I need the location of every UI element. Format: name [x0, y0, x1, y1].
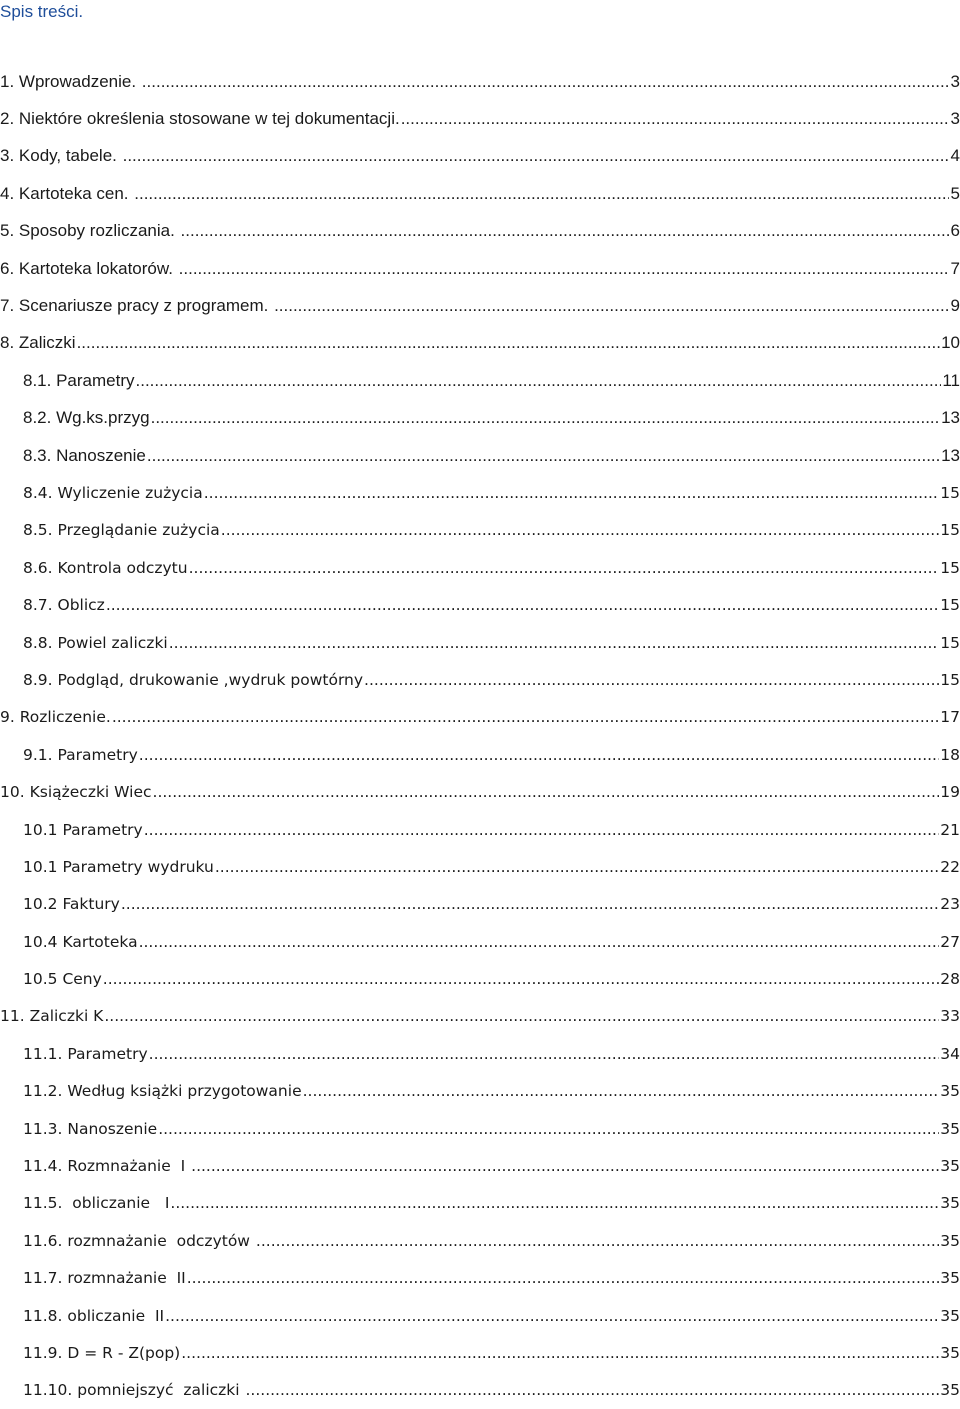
- toc-entry[interactable]: [0, 998, 960, 1035]
- dot-leader: [256, 1229, 939, 1253]
- toc-entry[interactable]: [0, 512, 960, 549]
- dot-leader: [104, 1004, 939, 1028]
- toc-entry[interactable]: [0, 1073, 960, 1110]
- toc-entry[interactable]: [0, 886, 960, 923]
- toc-entry-page-number: 15: [940, 670, 960, 689]
- toc-entry-title: 8.1. Parametry: [23, 370, 135, 390]
- toc-entry[interactable]: [0, 100, 960, 137]
- toc-entry-title: 11.8. obliczanie II: [23, 1306, 165, 1325]
- toc-entry[interactable]: [0, 586, 960, 623]
- toc-entry-page-number: 4: [950, 146, 960, 166]
- toc-entry[interactable]: [0, 1035, 960, 1072]
- toc-entry-page-number: 3: [950, 109, 960, 129]
- toc-entry-title: 11. Zaliczki K: [0, 1007, 104, 1026]
- toc-entry-title: 8.6. Kontrola odczytu: [23, 558, 188, 577]
- toc-entry-page-number: 35: [940, 1231, 960, 1250]
- toc-entry-title: 8.3. Nanoszenie: [23, 445, 146, 465]
- toc-entry-page-number: 15: [940, 633, 960, 652]
- dot-leader: [187, 1266, 940, 1290]
- toc-entry-title: 4. Kartoteka cen.: [0, 183, 134, 203]
- dot-leader: [169, 631, 940, 655]
- toc-entry-page-number: 35: [940, 1082, 960, 1101]
- toc-entry-page-number: 35: [940, 1119, 960, 1138]
- toc-entry-page-number: 35: [940, 1194, 960, 1213]
- toc-entry[interactable]: [0, 213, 960, 250]
- toc-entry-title: 11.6. rozmnażanie odczytów: [23, 1231, 255, 1250]
- toc-entry[interactable]: [0, 848, 960, 885]
- toc-entry-title: 8.2. Wg.ks.przyg: [23, 408, 150, 428]
- dot-leader: [191, 1154, 939, 1178]
- toc-entry[interactable]: [0, 923, 960, 960]
- toc-entry[interactable]: [0, 736, 960, 773]
- toc-entry[interactable]: [0, 661, 960, 698]
- dot-leader: [215, 855, 939, 879]
- toc-entry-title: 11.7. rozmnażanie II: [23, 1269, 186, 1288]
- toc-entry-page-number: 15: [940, 483, 960, 502]
- toc-entry[interactable]: [0, 1260, 960, 1297]
- toc-entry-title: 8.4. Wyliczenie zużycia: [23, 483, 203, 502]
- toc-entry-page-number: 33: [940, 1007, 960, 1026]
- toc-entry-page-number: 9: [950, 296, 960, 316]
- toc-entry-page-number: 19: [940, 783, 960, 802]
- toc-entry-page-number: 13: [941, 408, 960, 428]
- toc-entry[interactable]: [0, 624, 960, 661]
- toc-entry-title: 11.10. pomniejszyć zaliczki: [23, 1381, 245, 1400]
- toc-entry-page-number: 28: [940, 970, 960, 989]
- dot-leader: [77, 331, 941, 355]
- toc-entry-title: 9. Rozliczenie.: [0, 708, 111, 727]
- toc-entry-title: 8. Zaliczki: [0, 333, 76, 353]
- toc-entry-page-number: 35: [940, 1306, 960, 1325]
- toc-entry-title: 8.7. Oblicz: [23, 596, 105, 615]
- toc-entry-title: 10.1 Parametry: [23, 820, 143, 839]
- toc-entry-page-number: 18: [940, 745, 960, 764]
- toc-entry-page-number: 23: [940, 895, 960, 914]
- dot-leader: [149, 1042, 940, 1066]
- toc-entry-page-number: 34: [940, 1044, 960, 1063]
- toc-entry-page-number: 10: [941, 333, 960, 353]
- dot-leader: [121, 892, 939, 916]
- toc-title: Spis treści.: [0, 2, 84, 21]
- dot-leader: [401, 107, 949, 131]
- toc-entry-page-number: 13: [941, 445, 960, 465]
- toc-entry-title: 8.5. Przeglądanie zużycia: [23, 521, 220, 540]
- toc-entry[interactable]: [0, 699, 960, 736]
- dot-leader: [303, 1079, 940, 1103]
- toc-entry-title: 10. Książeczki Wiec: [0, 783, 152, 802]
- dot-leader: [189, 556, 940, 580]
- toc-entry-title: 11.9. D = R - Z(pop): [23, 1343, 181, 1362]
- toc-entry-title: 11.3. Nanoszenie: [23, 1119, 158, 1138]
- dot-leader: [165, 1304, 939, 1328]
- toc-entry[interactable]: [0, 362, 960, 399]
- dot-leader: [179, 257, 949, 281]
- toc-entry[interactable]: [0, 1185, 960, 1222]
- toc-entry-page-number: 11: [942, 370, 960, 390]
- toc-entry[interactable]: [0, 1334, 960, 1371]
- toc-entry[interactable]: [0, 250, 960, 287]
- toc-entry-page-number: 15: [940, 521, 960, 540]
- dot-leader: [147, 444, 940, 468]
- toc-entry-page-number: 6: [950, 221, 960, 241]
- toc-entry-page-number: 21: [940, 820, 960, 839]
- toc-entry[interactable]: [0, 400, 960, 437]
- toc-entry[interactable]: [0, 773, 960, 810]
- toc-entry[interactable]: [0, 549, 960, 586]
- toc-entry-title: 9.1. Parametry: [23, 745, 138, 764]
- dot-leader: [181, 219, 949, 243]
- toc-entry-page-number: 35: [940, 1269, 960, 1288]
- dot-leader: [204, 481, 940, 505]
- toc-entry-title: 11.4. Rozmnażanie I: [23, 1157, 191, 1176]
- dot-leader: [181, 1341, 939, 1365]
- toc-entry-title: 10.2 Faktury: [23, 895, 120, 914]
- toc-entry[interactable]: [0, 474, 960, 511]
- toc-entry-title: 11.5. obliczanie I: [23, 1194, 170, 1213]
- toc-entry-page-number: 15: [940, 558, 960, 577]
- toc-entry-page-number: 35: [940, 1157, 960, 1176]
- dot-leader: [134, 182, 949, 206]
- toc-entry-page-number: 7: [950, 258, 960, 278]
- toc-entry[interactable]: [0, 138, 960, 175]
- dot-leader: [106, 593, 939, 617]
- toc-entry-title: 8.8. Powiel zaliczki: [23, 633, 168, 652]
- toc-entry-title: 8.9. Podgląd, drukowanie ,wydruk powtórny: [23, 670, 364, 689]
- dot-leader: [364, 668, 939, 692]
- toc-entry-title: 1. Wprowadzenie.: [0, 71, 141, 91]
- toc-entry-title: 7. Scenariusze pracy z programem.: [0, 296, 274, 316]
- toc-entry[interactable]: [0, 325, 960, 362]
- toc-entry-page-number: 35: [940, 1343, 960, 1362]
- toc-entry-title: 5. Sposoby rozliczania.: [0, 221, 180, 241]
- dot-leader: [151, 406, 940, 430]
- toc-entry-page-number: 27: [940, 932, 960, 951]
- toc-entry-title: 11.2. Według książki przygotowanie: [23, 1082, 302, 1101]
- toc-entry-title: 10.1 Parametry wydruku: [23, 857, 214, 876]
- toc-entry-title: 11.1. Parametry: [23, 1044, 148, 1063]
- toc-entry[interactable]: [0, 1372, 960, 1409]
- dot-leader: [246, 1378, 940, 1402]
- dot-leader: [170, 1191, 939, 1215]
- dot-leader: [144, 818, 940, 842]
- toc-entry[interactable]: [0, 1110, 960, 1147]
- dot-leader: [153, 780, 940, 804]
- toc-entry[interactable]: [0, 1147, 960, 1184]
- dot-leader: [142, 70, 949, 94]
- toc-entry-page-number: 22: [940, 857, 960, 876]
- toc-entry-title: 10.4 Kartoteka: [23, 932, 138, 951]
- dot-leader: [139, 743, 939, 767]
- toc-entry-title: 3. Kody, tabele.: [0, 146, 122, 166]
- dot-leader: [123, 144, 949, 168]
- toc-entry[interactable]: [0, 175, 960, 212]
- dot-leader: [221, 518, 939, 542]
- toc-entry[interactable]: [0, 437, 960, 474]
- toc-entry[interactable]: [0, 63, 960, 100]
- toc-entry-page-number: 35: [940, 1381, 960, 1400]
- toc-entry-title: 6. Kartoteka lokatorów.: [0, 258, 178, 278]
- toc-entry-title: 2. Niektóre określenia stosowane w tej dokumentacji.: [0, 109, 400, 129]
- dot-leader: [139, 930, 940, 954]
- toc-entry-page-number: 15: [940, 596, 960, 615]
- dot-leader: [158, 1117, 939, 1141]
- toc-entry-page-number: 3: [950, 71, 960, 91]
- dot-leader: [103, 967, 939, 991]
- table-of-contents: [0, 63, 960, 1409]
- toc-entry-title: 10.5 Ceny: [23, 970, 102, 989]
- toc-entry[interactable]: [0, 811, 960, 848]
- dot-leader: [274, 294, 949, 318]
- toc-entry-page-number: 17: [940, 708, 960, 727]
- toc-entry[interactable]: [0, 960, 960, 997]
- toc-entry-page-number: 5: [950, 183, 960, 203]
- toc-entry[interactable]: [0, 1222, 960, 1259]
- toc-entry[interactable]: [0, 287, 960, 324]
- dot-leader: [136, 369, 942, 393]
- dot-leader: [112, 705, 939, 729]
- toc-entry[interactable]: [0, 1297, 960, 1334]
